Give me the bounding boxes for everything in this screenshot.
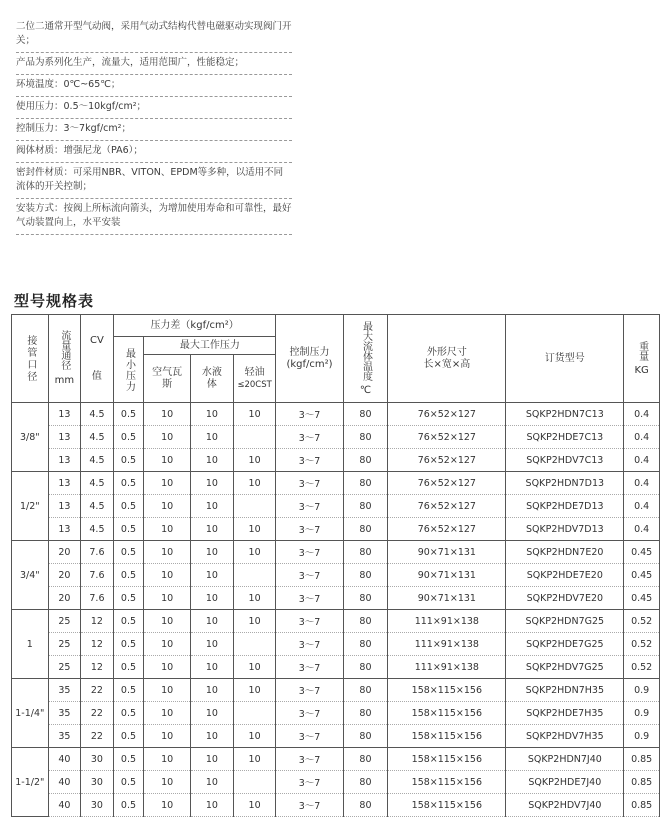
header-dimensions-sub: 长×宽×高	[423, 358, 471, 370]
header-water: 水液体	[191, 355, 234, 403]
cell-model: SQKP2HDV7J40	[506, 794, 624, 817]
header-max-temp-label: 最大流体温度	[360, 320, 372, 381]
cell-weight: 0.4	[624, 472, 660, 495]
cell-cv: 4.5	[81, 495, 114, 518]
cell-bore: 20	[48, 541, 81, 564]
cell-air: 10	[144, 794, 191, 817]
table-row	[12, 679, 660, 702]
cell-air: 10	[144, 702, 191, 725]
cell-model: SQKP2HDN7H35	[506, 679, 624, 702]
table-row	[12, 794, 660, 817]
cell-model: SQKP2HDE7G25	[506, 633, 624, 656]
cell-temp: 80	[343, 472, 388, 495]
cell-cv: 22	[81, 702, 114, 725]
cell-model: SQKP2HDE7H35	[506, 702, 624, 725]
cell-bore: 13	[48, 472, 81, 495]
cell-air: 10	[144, 564, 191, 587]
cell-weight: 0.4	[624, 426, 660, 449]
port-size-cell: 1/2"	[12, 472, 49, 541]
header-control-pressure: 控制压力(kgf/cm²)	[276, 315, 343, 403]
port-size-cell: 3/8"	[12, 403, 49, 472]
cell-min: 0.5	[113, 495, 144, 518]
cell-ctrl: 3～7	[276, 702, 343, 725]
cell-water: 10	[191, 748, 234, 771]
cell-air: 10	[144, 587, 191, 610]
cell-min: 0.5	[113, 794, 144, 817]
cell-cv: 12	[81, 656, 114, 679]
cell-dim: 158×115×156	[388, 725, 506, 748]
cell-weight: 0.9	[624, 679, 660, 702]
cell-air: 10	[144, 495, 191, 518]
cell-water: 10	[191, 794, 234, 817]
header-oil	[233, 355, 276, 403]
table-row	[12, 656, 660, 679]
cell-oil	[233, 495, 276, 518]
cell-dim: 76×52×127	[388, 403, 506, 426]
cell-dim: 158×115×156	[388, 771, 506, 794]
cell-bore: 20	[48, 587, 81, 610]
cell-cv: 7.6	[81, 541, 114, 564]
header-temp-unit: ℃	[359, 384, 372, 396]
cell-min: 0.5	[113, 403, 144, 426]
cell-min: 0.5	[113, 587, 144, 610]
section-title: 型号规格表	[14, 292, 95, 310]
cell-bore: 35	[48, 679, 81, 702]
cell-cv: 30	[81, 794, 114, 817]
cell-temp: 80	[343, 702, 388, 725]
cell-weight: 0.4	[624, 449, 660, 472]
cell-bore: 13	[48, 449, 81, 472]
cell-weight: 0.9	[624, 702, 660, 725]
cell-oil: 10	[233, 794, 276, 817]
cell-air: 10	[144, 610, 191, 633]
table-row	[12, 449, 660, 472]
cell-dim: 90×71×131	[388, 587, 506, 610]
cell-temp: 80	[343, 541, 388, 564]
cell-air: 10	[144, 518, 191, 541]
cell-ctrl: 3～7	[276, 633, 343, 656]
cell-ctrl: 3～7	[276, 495, 343, 518]
cell-bore: 13	[48, 426, 81, 449]
cell-water: 10	[191, 725, 234, 748]
cell-dim: 76×52×127	[388, 472, 506, 495]
cell-cv: 12	[81, 610, 114, 633]
cell-model: SQKP2HDV7E20	[506, 587, 624, 610]
cell-oil	[233, 426, 276, 449]
cell-dim: 76×52×127	[388, 518, 506, 541]
cell-min: 0.5	[113, 771, 144, 794]
cell-oil: 10	[233, 610, 276, 633]
cell-temp: 80	[343, 426, 388, 449]
port-size-cell: 1-1/2"	[12, 748, 49, 817]
cell-temp: 80	[343, 656, 388, 679]
table-row	[12, 610, 660, 633]
table-row	[12, 748, 660, 771]
cell-min: 0.5	[113, 679, 144, 702]
cell-bore: 20	[48, 564, 81, 587]
cell-oil	[233, 702, 276, 725]
cell-water: 10	[191, 449, 234, 472]
cell-air: 10	[144, 725, 191, 748]
cell-oil: 10	[233, 518, 276, 541]
port-size-cell: 1	[12, 610, 49, 679]
cell-ctrl: 3～7	[276, 449, 343, 472]
cell-cv: 4.5	[81, 472, 114, 495]
cell-water: 10	[191, 771, 234, 794]
cell-temp: 80	[343, 403, 388, 426]
cell-ctrl: 3～7	[276, 564, 343, 587]
cell-weight: 0.45	[624, 541, 660, 564]
cell-weight: 0.45	[624, 587, 660, 610]
cell-temp: 80	[343, 587, 388, 610]
cell-bore: 13	[48, 518, 81, 541]
feature-item: 使用压力：0.5～10kgf/cm²；	[16, 97, 292, 119]
cell-temp: 80	[343, 794, 388, 817]
cell-cv: 12	[81, 633, 114, 656]
cell-weight: 0.4	[624, 518, 660, 541]
cell-weight: 0.85	[624, 794, 660, 817]
cell-min: 0.5	[113, 564, 144, 587]
feature-item: 环境温度：0℃~65℃；	[16, 75, 292, 97]
cell-dim: 111×91×138	[388, 610, 506, 633]
cell-water: 10	[191, 518, 234, 541]
cell-model: SQKP2HDV7H35	[506, 725, 624, 748]
spec-table	[11, 314, 660, 817]
header-weight	[624, 315, 660, 403]
header-max-working: 最大工作压力	[144, 337, 276, 355]
cell-model: SQKP2HDN7C13	[506, 403, 624, 426]
cell-water: 10	[191, 472, 234, 495]
cell-cv: 30	[81, 771, 114, 794]
feature-item: 密封件材质：可采用NBR、VITON、EPDM等多种，以适用不同流体的开关控制；	[16, 163, 292, 199]
cell-air: 10	[144, 541, 191, 564]
cell-model: SQKP2HDN7G25	[506, 610, 624, 633]
cell-cv: 4.5	[81, 426, 114, 449]
header-flow-bore-label: 流量通径	[58, 330, 70, 370]
cell-dim: 76×52×127	[388, 426, 506, 449]
cell-air: 10	[144, 472, 191, 495]
header-port-size: 接管口径	[12, 315, 49, 403]
cell-air: 10	[144, 771, 191, 794]
cell-dim: 158×115×156	[388, 679, 506, 702]
header-cv-value: 值	[91, 370, 102, 382]
header-cv	[81, 315, 114, 403]
cell-ctrl: 3～7	[276, 426, 343, 449]
cell-model: SQKP2HDE7E20	[506, 564, 624, 587]
cell-min: 0.5	[113, 610, 144, 633]
cell-bore: 13	[48, 403, 81, 426]
header-pressure-diff: 压力差（kgf/cm²）	[113, 315, 276, 337]
feature-list	[16, 20, 292, 235]
cell-temp: 80	[343, 725, 388, 748]
feature-item: 阀体材质：增强尼龙（PA6）；	[16, 141, 292, 163]
cell-min: 0.5	[113, 518, 144, 541]
cell-air: 10	[144, 403, 191, 426]
cell-bore: 40	[48, 771, 81, 794]
cell-cv: 22	[81, 725, 114, 748]
cell-ctrl: 3～7	[276, 679, 343, 702]
cell-ctrl: 3～7	[276, 587, 343, 610]
cell-air: 10	[144, 449, 191, 472]
header-order-no: 订货型号	[506, 315, 624, 403]
cell-oil: 10	[233, 541, 276, 564]
feature-item: 产品为系列化生产，流量大，适用范围广，性能稳定；	[16, 53, 292, 75]
cell-model: SQKP2HDE7C13	[506, 426, 624, 449]
cell-min: 0.5	[113, 426, 144, 449]
cell-oil	[233, 633, 276, 656]
table-row	[12, 426, 660, 449]
cell-dim: 90×71×131	[388, 564, 506, 587]
cell-min: 0.5	[113, 656, 144, 679]
cell-min: 0.5	[113, 702, 144, 725]
cell-weight: 0.52	[624, 610, 660, 633]
cell-water: 10	[191, 633, 234, 656]
cell-cv: 4.5	[81, 518, 114, 541]
cell-water: 10	[191, 495, 234, 518]
cell-dim: 76×52×127	[388, 449, 506, 472]
header-flow-unit: mm	[54, 375, 75, 386]
cell-model: SQKP2HDE7J40	[506, 771, 624, 794]
cell-bore: 13	[48, 495, 81, 518]
cell-temp: 80	[343, 610, 388, 633]
feature-item: 安装方式：按阀上所标流向箭头，为增加使用寿命和可靠性，最好气动装置向上，水平安装	[16, 199, 292, 235]
cell-temp: 80	[343, 771, 388, 794]
table-row	[12, 771, 660, 794]
header-dimensions	[388, 315, 506, 403]
cell-water: 10	[191, 403, 234, 426]
cell-temp: 80	[343, 633, 388, 656]
feature-item: 控制压力：3～7kgf/cm²；	[16, 119, 292, 141]
cell-temp: 80	[343, 564, 388, 587]
cell-air: 10	[144, 656, 191, 679]
header-min-pressure: 最小压力	[113, 337, 144, 403]
cell-oil: 10	[233, 679, 276, 702]
table-row	[12, 702, 660, 725]
header-max-temp	[343, 315, 388, 403]
cell-temp: 80	[343, 748, 388, 771]
cell-temp: 80	[343, 518, 388, 541]
cell-weight: 0.85	[624, 748, 660, 771]
cell-water: 10	[191, 587, 234, 610]
cell-dim: 158×115×156	[388, 748, 506, 771]
cell-dim: 76×52×127	[388, 495, 506, 518]
cell-water: 10	[191, 564, 234, 587]
cell-ctrl: 3～7	[276, 610, 343, 633]
cell-dim: 111×91×138	[388, 633, 506, 656]
table-row	[12, 495, 660, 518]
cell-oil: 10	[233, 449, 276, 472]
cell-oil: 10	[233, 472, 276, 495]
cell-model: SQKP2HDN7E20	[506, 541, 624, 564]
cell-air: 10	[144, 748, 191, 771]
cell-oil: 10	[233, 748, 276, 771]
cell-air: 10	[144, 679, 191, 702]
cell-model: SQKP2HDV7D13	[506, 518, 624, 541]
cell-bore: 40	[48, 794, 81, 817]
cell-oil: 10	[233, 587, 276, 610]
cell-min: 0.5	[113, 725, 144, 748]
feature-item: 二位二通常开型气动阀，采用气动式结构代替电磁驱动实现阀门开关；	[16, 20, 292, 53]
cell-ctrl: 3～7	[276, 518, 343, 541]
cell-weight: 0.9	[624, 725, 660, 748]
cell-dim: 111×91×138	[388, 656, 506, 679]
table-row	[12, 587, 660, 610]
cell-ctrl: 3～7	[276, 656, 343, 679]
header-air: 空气瓦斯	[144, 355, 191, 403]
cell-cv: 22	[81, 679, 114, 702]
table-row	[12, 633, 660, 656]
port-size-cell: 3/4"	[12, 541, 49, 610]
cell-oil	[233, 771, 276, 794]
cell-weight: 0.45	[624, 564, 660, 587]
cell-water: 10	[191, 679, 234, 702]
cell-min: 0.5	[113, 541, 144, 564]
cell-temp: 80	[343, 449, 388, 472]
cell-water: 10	[191, 702, 234, 725]
cell-oil: 10	[233, 403, 276, 426]
cell-min: 0.5	[113, 449, 144, 472]
cell-cv: 30	[81, 748, 114, 771]
cell-temp: 80	[343, 495, 388, 518]
cell-water: 10	[191, 656, 234, 679]
port-size-cell: 1-1/4"	[12, 679, 49, 748]
cell-oil	[233, 564, 276, 587]
header-weight-unit: KG	[634, 364, 649, 376]
cell-dim: 90×71×131	[388, 541, 506, 564]
cell-model: SQKP2HDE7D13	[506, 495, 624, 518]
cell-ctrl: 3～7	[276, 472, 343, 495]
cell-bore: 25	[48, 633, 81, 656]
cell-oil: 10	[233, 656, 276, 679]
cell-min: 0.5	[113, 748, 144, 771]
header-cv-label: CV	[90, 334, 104, 346]
cell-model: SQKP2HDN7D13	[506, 472, 624, 495]
cell-ctrl: 3～7	[276, 748, 343, 771]
cell-model: SQKP2HDV7C13	[506, 449, 624, 472]
table-row	[12, 564, 660, 587]
cell-air: 10	[144, 426, 191, 449]
header-oil-sub: ≤20CST	[237, 379, 272, 390]
table-row	[12, 403, 660, 426]
cell-cv: 4.5	[81, 449, 114, 472]
cell-temp: 80	[343, 679, 388, 702]
header-weight-label: 重量	[636, 340, 648, 361]
table-row	[12, 518, 660, 541]
cell-water: 10	[191, 426, 234, 449]
cell-bore: 40	[48, 748, 81, 771]
table-row	[12, 472, 660, 495]
cell-model: SQKP2HDN7J40	[506, 748, 624, 771]
cell-ctrl: 3～7	[276, 725, 343, 748]
cell-ctrl: 3～7	[276, 541, 343, 564]
header-dimensions-label: 外形尺寸	[426, 346, 467, 358]
cell-weight: 0.4	[624, 495, 660, 518]
cell-oil: 10	[233, 725, 276, 748]
cell-bore: 35	[48, 702, 81, 725]
cell-air: 10	[144, 633, 191, 656]
cell-weight: 0.85	[624, 771, 660, 794]
header-oil-label: 轻油	[244, 366, 265, 378]
cell-weight: 0.52	[624, 633, 660, 656]
cell-min: 0.5	[113, 472, 144, 495]
cell-cv: 7.6	[81, 564, 114, 587]
cell-weight: 0.4	[624, 403, 660, 426]
cell-ctrl: 3～7	[276, 794, 343, 817]
cell-dim: 158×115×156	[388, 794, 506, 817]
cell-water: 10	[191, 610, 234, 633]
cell-bore: 25	[48, 656, 81, 679]
header-flow-bore	[48, 315, 81, 403]
cell-min: 0.5	[113, 633, 144, 656]
cell-bore: 25	[48, 610, 81, 633]
cell-water: 10	[191, 541, 234, 564]
cell-bore: 35	[48, 725, 81, 748]
cell-dim: 158×115×156	[388, 702, 506, 725]
cell-weight: 0.52	[624, 656, 660, 679]
cell-cv: 7.6	[81, 587, 114, 610]
cell-ctrl: 3～7	[276, 771, 343, 794]
table-row	[12, 541, 660, 564]
cell-ctrl: 3～7	[276, 403, 343, 426]
table-row	[12, 725, 660, 748]
cell-cv: 4.5	[81, 403, 114, 426]
cell-model: SQKP2HDV7G25	[506, 656, 624, 679]
